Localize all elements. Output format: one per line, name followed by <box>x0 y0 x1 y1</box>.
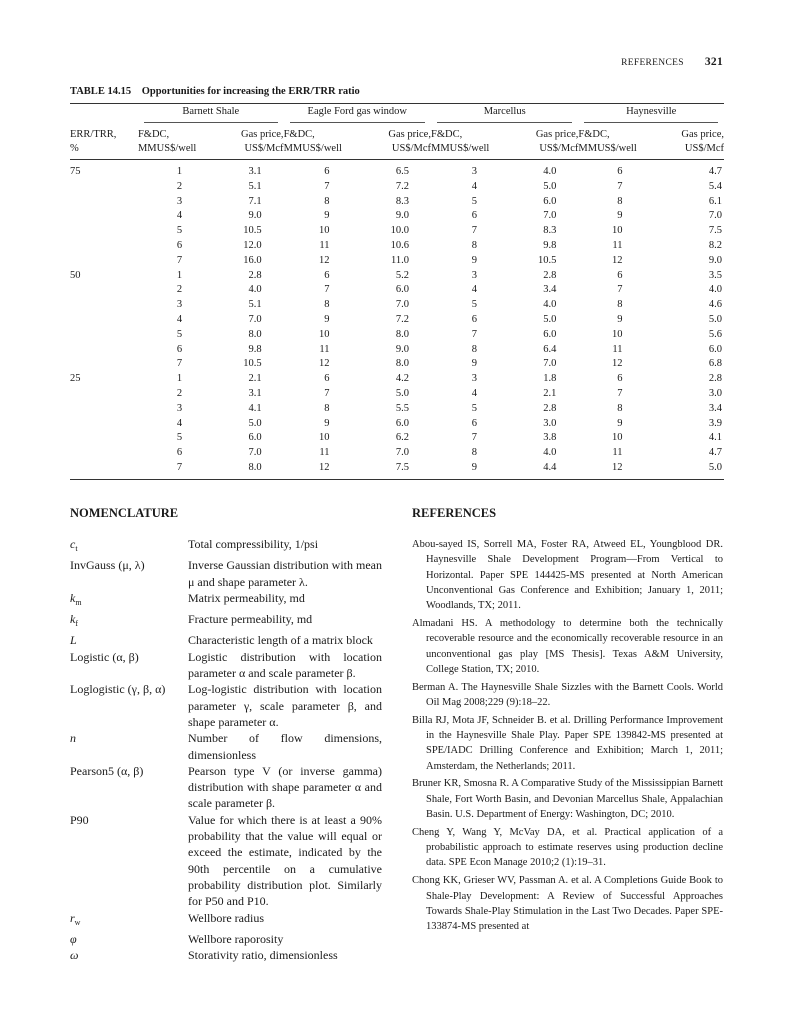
nomenclature-entry <box>70 536 382 557</box>
table-cell: 6.0 <box>248 432 262 444</box>
table-cell: 8 <box>617 299 623 311</box>
table-cell: 10 <box>612 225 623 237</box>
table-cell: 11 <box>319 239 330 251</box>
table-row <box>70 461 724 479</box>
table-cell: 6 <box>324 269 330 281</box>
nomenclature-symbol: Pearson5 (α, β) <box>70 763 144 778</box>
table-cell: 2.8 <box>248 269 262 281</box>
column-header: Gas price, US$/Mcf <box>511 124 578 160</box>
nomenclature-definition: Log-logistic distribution with location parameter γ, scale parameter β, and shape parameter α. <box>188 682 382 729</box>
table-cell: 6 <box>617 269 623 281</box>
table-cell: 7 <box>138 461 216 479</box>
table-cell <box>70 461 138 479</box>
table-cell: 6 <box>176 447 183 459</box>
table-row <box>70 431 724 446</box>
table-cell: 9 <box>617 313 623 325</box>
table-cell: 5.5 <box>395 402 409 414</box>
table-cell: 7.2 <box>395 180 409 192</box>
table-cell: 6.2 <box>395 432 409 444</box>
table-cell: 8.0 <box>395 328 409 340</box>
table-cell: 4.1 <box>708 432 722 444</box>
column-header: Gas price, US$/Mcf <box>216 124 283 160</box>
table-cell: 6.4 <box>543 343 557 355</box>
nomenclature-definition: Number of flow dimensions, dimensionless <box>188 731 382 762</box>
nomenclature-symbol: ω <box>70 948 79 963</box>
table-cell: 7 <box>324 180 330 192</box>
nomenclature-definition: Pearson type V (or inverse gamma) distribution with shape parameter α and scale parameter β. <box>188 763 382 811</box>
table-cell: 11 <box>612 239 623 251</box>
nomenclature-symbol: $c_t$ <box>70 537 78 553</box>
table-cell: 7 <box>176 254 183 266</box>
table-cell: 6 <box>471 313 477 325</box>
table-caption <box>70 86 360 97</box>
column-header: F&DC, MMUS$/well <box>138 124 216 160</box>
table-cell: 7.2 <box>395 313 409 325</box>
table-row <box>70 313 724 328</box>
table-cell <box>70 283 138 298</box>
nomenclature-symbol: n <box>70 731 76 746</box>
table-cell: 5 <box>471 299 477 311</box>
table-cell: 10 <box>319 225 330 237</box>
nomenclature-entry <box>70 763 382 812</box>
nomenclature-symbol: Logistic (α, β) <box>70 649 139 664</box>
table-cell: 1 <box>176 373 183 385</box>
column-header: F&DC, MMUS$/well <box>431 124 511 160</box>
table-cell: 3 <box>471 269 477 281</box>
table-cell: 4.1 <box>248 402 262 414</box>
table-row <box>70 343 724 358</box>
table-cell: 5.1 <box>248 180 262 192</box>
table-cell <box>70 195 138 210</box>
table-cell: 2.8 <box>708 373 722 385</box>
table-cell: 5.2 <box>395 269 409 281</box>
table-cell <box>70 431 138 446</box>
table-row <box>70 357 724 372</box>
table-cell: 3.5 <box>708 269 722 281</box>
nomenclature-symbol: L <box>70 633 77 648</box>
table-cell: 7 <box>471 328 477 340</box>
table-cell: 4.0 <box>543 447 557 459</box>
table-cell: 5 <box>176 432 183 444</box>
table-cell: 7.0 <box>543 358 557 370</box>
table-cell: 7 <box>471 225 477 237</box>
table-cell: 10.0 <box>390 225 409 237</box>
table-cell: 3.4 <box>543 284 557 296</box>
column-header: F&DC, MMUS$/well <box>284 124 364 160</box>
table-cell: 12.0 <box>243 239 262 251</box>
table-cell: 8.3 <box>395 195 409 207</box>
table-cell: 5 <box>471 402 477 414</box>
nomenclature-symbol: InvGauss (μ, λ) <box>70 558 145 573</box>
table-cell: 5.0 <box>395 387 409 399</box>
table-cell: 5.0 <box>708 313 722 325</box>
group-header: Barnett Shale <box>138 104 284 125</box>
table-cell: 10 <box>612 328 623 340</box>
table-cell: 6 <box>471 210 477 222</box>
table-cell: 8 <box>324 195 330 207</box>
table-cell: 4.7 <box>708 166 722 177</box>
table-cell: 10.6 <box>390 239 409 251</box>
table-cell: 3 <box>471 166 477 177</box>
table-cell: 7 <box>471 432 477 444</box>
table-cell: 4.2 <box>395 373 409 385</box>
table-cell: 10 <box>319 328 330 340</box>
table-cell: 6 <box>176 239 183 251</box>
table-cell: 9 <box>324 210 330 222</box>
table-cell: 3 <box>176 195 183 207</box>
table-cell: 1 <box>176 166 183 177</box>
table-cell: 16.0 <box>243 254 262 266</box>
table-cell: 6 <box>471 417 477 429</box>
group-header: Haynesville <box>578 104 724 125</box>
table-cell <box>70 357 138 372</box>
table-cell: 9.8 <box>543 239 557 251</box>
table-row <box>70 328 724 343</box>
table-cell <box>70 313 138 328</box>
running-head <box>621 56 723 68</box>
table-cell: 7.5 <box>364 461 431 479</box>
table-cell: 5 <box>176 328 183 340</box>
reference-item: Bruner KR, Smosna R. A Comparative Study of the Mississippian Barnett Shale, Fort Worth Basin, and Devonian Marcellus Shale, Appalachian Basin. U.S. Department of Energy: Washington, DC; 2010. <box>412 778 723 821</box>
table-cell: 7 <box>617 387 623 399</box>
nomenclature-definition: Inverse Gaussian distribution with mean μ and shape parameter λ. <box>188 558 382 589</box>
table-cell: 3 <box>176 299 183 311</box>
table-cell: 50 <box>70 269 81 281</box>
table-row <box>70 387 724 402</box>
table-cell: 6.0 <box>395 417 409 429</box>
nomenclature-entry <box>70 730 382 763</box>
table-cell: 4 <box>176 210 183 222</box>
table-cell: 1.8 <box>543 373 557 385</box>
table-cell: 3.1 <box>248 166 262 177</box>
table-cell: 2.1 <box>543 387 557 399</box>
table-cell: 7.1 <box>248 195 262 207</box>
group-header: Eagle Ford gas window <box>284 104 431 125</box>
table-cell: 6.0 <box>543 195 557 207</box>
table-cell: 12 <box>319 254 330 266</box>
table-cell: 8 <box>617 402 623 414</box>
table-cell: 9 <box>324 417 330 429</box>
table-cell: 4.7 <box>708 447 722 459</box>
table-cell: 12 <box>578 461 656 479</box>
table-cell: 4.0 <box>543 166 557 177</box>
nomenclature-symbol: P90 <box>70 812 89 827</box>
group-header-empty <box>70 104 138 125</box>
table-cell: 3.0 <box>708 387 722 399</box>
table-row <box>70 224 724 239</box>
table-cell: 3 <box>471 373 477 385</box>
table-cell <box>70 387 138 402</box>
table-cell: 4 <box>471 387 477 399</box>
table-row <box>70 254 724 269</box>
table-cell: 5 <box>471 195 477 207</box>
table-cell: 12 <box>319 358 330 370</box>
reference-item: Chong KK, Grieser WV, Passman A. et al. A Completions Guide Book to Shale-Play Development: A Review of Successful Approaches Towards Shale-Play Stimulation in the Last Two Decades. Paper SPE-133874-MS presented at <box>412 875 723 933</box>
table-cell: 6.8 <box>708 358 722 370</box>
table-cell: 8 <box>617 195 623 207</box>
table-cell: 2.8 <box>543 269 557 281</box>
table-cell: 9.0 <box>708 254 722 266</box>
table-cell: 9.0 <box>395 210 409 222</box>
table-row <box>70 209 724 224</box>
page-number: 321 <box>704 56 723 68</box>
table-cell: 9.0 <box>395 343 409 355</box>
nomenclature-definition: Wellbore raporosity <box>188 931 284 946</box>
table-cell: 5.0 <box>543 180 557 192</box>
table-row <box>70 446 724 461</box>
table-cell: 10.5 <box>538 254 557 266</box>
table-cell: 4.4 <box>511 461 578 479</box>
table-cell: 12 <box>284 461 364 479</box>
table-cell: 5.4 <box>708 180 722 192</box>
table-cell: 4 <box>471 180 477 192</box>
nomenclature-entry <box>70 681 382 730</box>
nomenclature-entry <box>70 931 382 947</box>
table-cell: 25 <box>70 373 81 385</box>
table-cell: 11 <box>319 447 330 459</box>
nomenclature-entry <box>70 812 382 910</box>
column-header: Gas price, US$/Mcf <box>364 124 431 160</box>
table-row <box>70 417 724 432</box>
nomenclature-definition: Logistic distribution with location parameter α and scale parameter β. <box>188 649 382 681</box>
table-cell: 6 <box>176 343 183 355</box>
table-cell <box>70 417 138 432</box>
table-cell: 7.0 <box>248 313 262 325</box>
table-cell <box>70 446 138 461</box>
table-cell: 5.1 <box>248 299 262 311</box>
table-cell: 2 <box>176 284 183 296</box>
table-cell: 5.0 <box>543 313 557 325</box>
table-cell: 6 <box>617 166 623 177</box>
nomenclature-entry <box>70 632 382 648</box>
table-cell: 10 <box>319 432 330 444</box>
nomenclature-symbol: φ <box>70 931 77 946</box>
nomenclature-symbol: $k_f$ <box>70 612 78 629</box>
table-cell: 11 <box>612 447 623 459</box>
table-row <box>70 298 724 313</box>
table-cell: 11.0 <box>390 254 409 266</box>
nomenclature-symbol: $r_w$ <box>70 910 81 927</box>
table-cell: 5 <box>176 225 183 237</box>
nomenclature-definition: Value for which there is at least a 90% probability that the value will equal or exceed the estimate, indicated by the 90th percentile on a cumulative probability distribution plot. Similarly for P50 and P10. <box>188 812 382 909</box>
column-header: Gas price, US$/Mcf <box>657 124 724 160</box>
table-cell: 2.1 <box>248 373 262 385</box>
reference-item: Billa RJ, Mota JF, Schneider B. et al. Drilling Performance Improvement in the Haynesville Shale Play. Paper SPE 139842-MS presented at SPE/IADC Drilling Conference and Exhibition; March 1, 2011; Amsterdam, the Netherlands; 2011. <box>412 714 723 772</box>
table-cell: 5.0 <box>657 461 724 479</box>
table-cell: 7.0 <box>543 210 557 222</box>
table-cell: 4.0 <box>708 284 722 296</box>
table-cell: 6 <box>617 373 623 385</box>
table-cell: 12 <box>612 358 623 370</box>
nomenclature-heading: NOMENCLATURE <box>70 506 179 520</box>
nomenclature-entry <box>70 590 382 611</box>
table-cell: 4.0 <box>248 284 262 296</box>
table-cell: 8 <box>471 447 477 459</box>
running-head-section: REFERENCES <box>621 58 684 68</box>
table-cell <box>70 209 138 224</box>
nomenclature-definition: Fracture permeability, md <box>188 612 313 627</box>
table-cell: 8 <box>471 343 477 355</box>
table-cell: 3.9 <box>708 417 722 429</box>
table-cell: 9 <box>324 313 330 325</box>
table-cell: 9.8 <box>248 343 262 355</box>
nomenclature-definition: Matrix permeability, md <box>188 590 305 605</box>
table-cell: 9.0 <box>248 210 262 222</box>
table-cell: 7.0 <box>395 299 409 311</box>
nomenclature-definition: Characteristic length of a matrix block <box>188 633 373 648</box>
table-cell: 9 <box>617 210 623 222</box>
table-cell: 7 <box>324 284 330 296</box>
table-cell: 11 <box>319 343 330 355</box>
table-cell: 3.4 <box>708 402 722 414</box>
reference-item: Abou-sayed IS, Sorrell MA, Foster RA, Atweed EL, Youngblood DR. Haynesville Shale Development Program—From Vertical to Horizontal. Paper SPE 144425-MS presented at North American Unconventional Gas Conference and Exhibition; January 1, 2011; Woodlands, TX; 2011. <box>412 539 723 612</box>
column-header: F&DC, MMUS$/well <box>578 124 656 160</box>
table-cell: 4 <box>471 284 477 296</box>
table-cell <box>70 298 138 313</box>
reference-item: Cheng Y, Wang Y, McVay DA, et al. Practical application of a probabilistic approach to estimate reserves using production decline data. SPE Econ Manage 2010;2 (1):19–31. <box>412 826 723 869</box>
table-row <box>70 160 724 180</box>
table-cell: 7 <box>324 387 330 399</box>
err-trr-table <box>70 103 724 480</box>
table-cell: 10.5 <box>243 225 262 237</box>
table-cell: 6.0 <box>395 284 409 296</box>
table-row <box>70 239 724 254</box>
nomenclature-symbol: Loglogistic (γ, β, α) <box>70 682 166 697</box>
group-header: Marcellus <box>431 104 578 125</box>
table-cell: 7.5 <box>708 225 722 237</box>
table-cell: 4 <box>176 313 183 325</box>
references-heading: REFERENCES <box>412 506 497 520</box>
table-cell: 2.8 <box>543 402 557 414</box>
table-label: TABLE 14.15 <box>70 86 132 97</box>
nomenclature-list <box>70 536 382 963</box>
references-list <box>412 537 723 937</box>
table-cell: 12 <box>612 254 623 266</box>
table-cell: 8.0 <box>395 358 409 370</box>
table-cell: 6.0 <box>543 328 557 340</box>
table-row <box>70 269 724 284</box>
table-cell: 8 <box>324 402 330 414</box>
table-cell <box>70 328 138 343</box>
table-cell <box>70 224 138 239</box>
table-cell: 9 <box>471 358 477 370</box>
reference-item: Berman A. The Haynesville Shale Sizzles with the Barnett Cools. World Oil Mag 2008;229 (9):18–22. <box>412 681 723 708</box>
table-cell <box>70 402 138 417</box>
table-cell: 6.0 <box>708 343 722 355</box>
nomenclature-entry <box>70 649 382 682</box>
table-cell: 8.2 <box>708 239 722 251</box>
table-row <box>70 180 724 195</box>
table-cell: 3.8 <box>543 432 557 444</box>
nomenclature-definition: Total compressibility, 1/psi <box>188 537 319 551</box>
table-cell: 10.5 <box>243 358 262 370</box>
table-cell <box>70 239 138 254</box>
table-cell: 7.0 <box>395 447 409 459</box>
nomenclature-entry <box>70 557 382 590</box>
table-cell: 1 <box>176 269 183 281</box>
table-cell: 3.0 <box>543 417 557 429</box>
table-cell: 5.0 <box>248 417 262 429</box>
table-cell: 4 <box>176 417 183 429</box>
column-header: ERR/TRR, % <box>70 124 138 160</box>
nomenclature-definition: Wellbore radius <box>188 910 265 925</box>
nomenclature-entry <box>70 611 382 632</box>
table-cell: 6.1 <box>708 195 722 207</box>
nomenclature-entry <box>70 910 382 931</box>
table-cell: 8 <box>324 299 330 311</box>
table-row <box>70 402 724 417</box>
table-cell: 8.0 <box>216 461 283 479</box>
nomenclature-symbol: $k_m$ <box>70 590 82 607</box>
table-cell: 75 <box>70 166 81 177</box>
reference-item: Almadani HS. A methodology to determine both the technically recoverable resource and the economically recoverable resource in an unconventional gas play [MS Thesis]. Texas A&M University, College Station, TX; 2010. <box>412 617 723 675</box>
table-cell: 7 <box>176 358 183 370</box>
table-row <box>70 195 724 210</box>
table-cell <box>70 343 138 358</box>
table-cell: 3.1 <box>248 387 262 399</box>
table-cell: 9 <box>617 417 623 429</box>
table-cell: 9 <box>471 254 477 266</box>
table-cell: 7.0 <box>248 447 262 459</box>
table-cell: 8.3 <box>543 225 557 237</box>
table-cell: 8 <box>471 239 477 251</box>
table-row <box>70 372 724 387</box>
table-cell: 11 <box>612 343 623 355</box>
table-row <box>70 283 724 298</box>
table-title: Opportunities for increasing the ERR/TRR ratio <box>141 86 360 97</box>
table-cell: 2 <box>176 387 183 399</box>
table-cell <box>70 254 138 269</box>
table-cell: 8.0 <box>248 328 262 340</box>
nomenclature-definition: Storativity ratio, dimensionless <box>188 948 338 963</box>
table-cell <box>70 180 138 195</box>
table-cell: 7.0 <box>708 210 722 222</box>
nomenclature-entry <box>70 947 382 963</box>
table-cell: 10 <box>612 432 623 444</box>
table-cell: 7 <box>617 284 623 296</box>
table-cell: 3 <box>176 402 183 414</box>
table-cell: 7 <box>617 180 623 192</box>
table-cell: 6 <box>324 166 330 177</box>
table-cell: 6 <box>324 373 330 385</box>
table-cell: 6.5 <box>395 166 409 177</box>
table-cell: 4.0 <box>543 299 557 311</box>
table-cell: 2 <box>176 180 183 192</box>
table-cell: 4.6 <box>708 299 722 311</box>
table-cell: 9 <box>431 461 511 479</box>
table-cell: 5.6 <box>708 328 722 340</box>
